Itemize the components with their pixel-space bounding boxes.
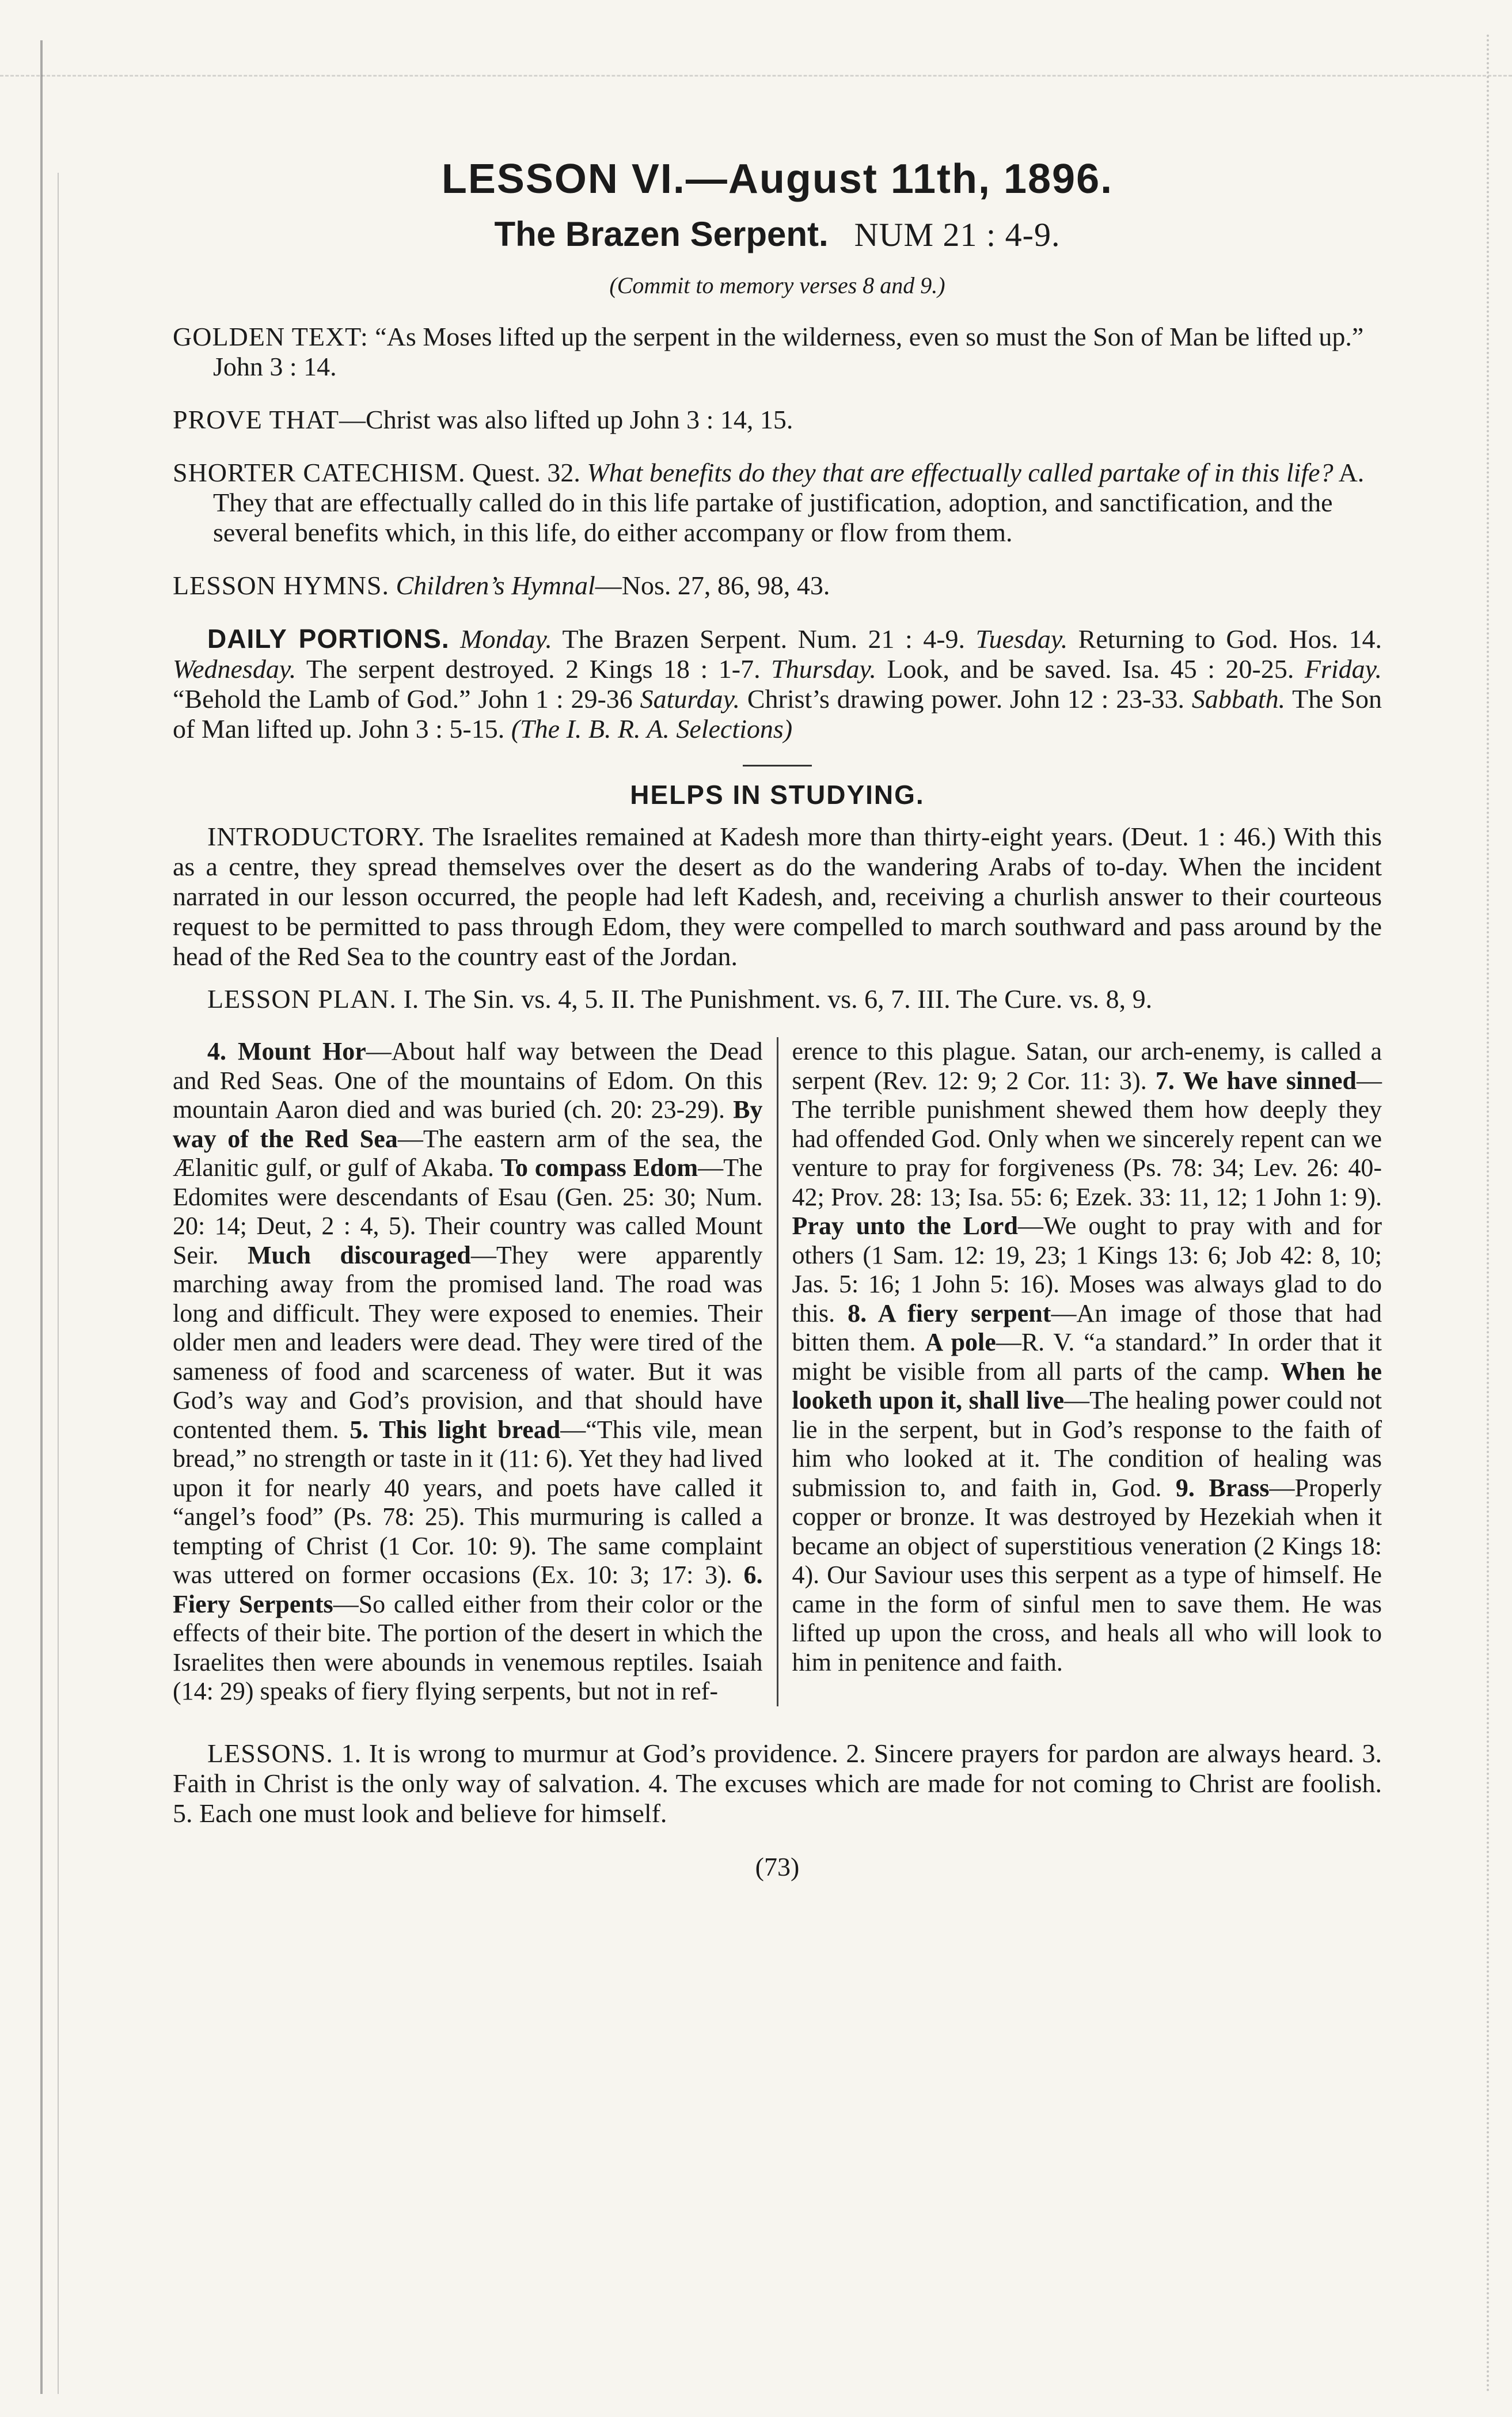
catechism-quest: Quest. 32.: [472, 458, 580, 487]
lesson-name: The Brazen Serpent.: [494, 215, 829, 253]
helps-heading: HELPS IN STUDYING.: [630, 780, 925, 810]
golden-text-body: “As Moses lifted up the serpent in the wilderness, even so must the Son of Man be lifted up.” John 3 : 14.: [213, 322, 1364, 381]
note-heading: By way of the Red Sea: [173, 1095, 763, 1153]
note-heading: Much discouraged: [247, 1240, 471, 1269]
lesson-title: LESSON VI.—August 11th, 1896.: [441, 156, 1114, 202]
prove-that-label: PROVE THAT: [173, 405, 340, 434]
reading-saturday: Christ’s drawing power. John 12 : 23-33.: [747, 684, 1185, 714]
scan-edge-top: [0, 0, 1512, 77]
note-text: —R. V. “a standard.” In order that it might be visible from all parts of the camp.: [792, 1328, 1382, 1386]
note-brass: [792, 1474, 1382, 1676]
notes-left-column: [173, 1037, 778, 1706]
page-number: (73): [755, 1851, 800, 1881]
note-text: —“This vile, mean bread,” no strength or taste in it (11: 6). Yet they had lived upon it for nearly 40 years, and poets have called it “angel’s food” (Ps. 78: 25). This murmuring is called a tempting of Christ (1 Cor. 10: 9). The same complaint was uttered on former occasions (Ex. 10: 3; 17: 3).: [173, 1415, 763, 1589]
scan-edge-left-inner: [58, 173, 59, 2394]
note-heading: 7. We have sinned: [1155, 1066, 1357, 1095]
hymnal-title: Children’s Hymnal: [396, 571, 595, 600]
note-heading: When he looketh upon it, shall live: [792, 1357, 1382, 1414]
reading-monday: The Brazen Serpent. Num. 21 : 4-9.: [562, 624, 966, 654]
note-text: erence to this plague. Satan, our arch-enemy, is called a serpent (Rev. 12: 9; 2 Cor. 11: 3).: [792, 1037, 1382, 1095]
note-text: —An image of those that had bitten them.: [792, 1299, 1382, 1356]
note-text: —So called either from their color or the effects of their bite. The portion of the desert in which the Israelites then were abounds in venemous reptiles. Isaiah (14: 29) speaks of fiery flying serpents, but not in ref-: [173, 1589, 763, 1705]
lesson-plan-body: I. The Sin. vs. 4, 5. II. The Punishment. vs. 6, 7. III. The Cure. vs. 8, 9.: [403, 984, 1153, 1014]
note-text: —The Edomites were descendants of Esau (Gen. 25: 30; Num. 20: 14; Deut, 2 : 4, 5). Their country was called Mount Seir.: [173, 1154, 763, 1269]
prove-that: [173, 405, 1382, 435]
notes-right-column: [778, 1037, 1382, 1706]
lessons-label: LESSONS.: [207, 1738, 333, 1768]
note-heading: 9. Brass: [1175, 1473, 1270, 1502]
memory-note: (Commit to memory verses 8 and 9.): [609, 272, 945, 298]
hymn-numbers: —Nos. 27, 86, 98, 43.: [595, 571, 830, 600]
note-text: —Properly copper or bronze. It was destroyed by Hezekiah when it became an object of superstitious veneration (2 Kings 18: 4). Our Saviour uses this serpent as a type of himself. He came in the form of sinful men to save them. He was lifted up upon the cross, and heals all who will look to him in penitence and faith.: [792, 1473, 1382, 1676]
lesson-plan-label: LESSON PLAN.: [207, 984, 397, 1014]
day-thursday: Thursday.: [771, 654, 876, 684]
daily-portions-label: DAILY PORTIONS.: [207, 624, 450, 654]
day-wednesday: Wednesday.: [173, 654, 297, 684]
note-text: —The healing power could not lie in the serpent, but in God’s response to the faith of him who looked at it. The condition of healing was submission to, and faith in, God.: [792, 1386, 1382, 1502]
note-heading: 5. This light bread: [349, 1415, 561, 1444]
reading-wednesday: The serpent destroyed. 2 Kings 18 : 1-7.: [306, 654, 761, 684]
reading-sabbath: The Son of Man lifted up. John 3 : 5-15.: [173, 684, 1382, 743]
note-heading: Pray unto the Lord: [792, 1212, 1018, 1240]
note-heading: 8. A fiery serpent: [848, 1299, 1051, 1327]
hymns-label: LESSON HYMNS.: [173, 571, 389, 600]
note-text: —They were apparently marching away from the promised land. The road was long and difficult. They were exposed to enemies. Their older men and leaders were dead. They were tired of the sameness of food and scarceness of water. But it was God’s way and God’s provision, and that should have contented them.: [173, 1240, 763, 1444]
reading-tuesday: Returning to God. Hos. 14.: [1078, 624, 1382, 654]
day-monday: Monday.: [460, 624, 552, 654]
note-text: —The eastern arm of the sea, the Ælanitic gulf, or gulf of Akaba.: [173, 1124, 763, 1182]
reading-thursday: Look, and be saved. Isa. 45 : 20-25.: [887, 654, 1294, 684]
lesson-hymns: [173, 571, 1382, 601]
note-discouraged: [173, 1241, 763, 1444]
golden-text-label: GOLDEN TEXT:: [173, 322, 368, 351]
prove-that-body: —Christ was also lifted up John 3 : 14, 15.: [339, 405, 793, 434]
golden-text: [173, 322, 1382, 382]
day-tuesday: Tuesday.: [975, 624, 1068, 654]
lesson-plan: [173, 984, 1382, 1014]
introductory-label: INTRODUCTORY.: [207, 822, 426, 851]
note-heading: 4. Mount Hor: [207, 1037, 366, 1065]
catechism-answer: A. They that are effectually called do in this life partake of justification, adoption, and sanctification, and the several benefits which, in this life, do either accompany or flow from them.: [213, 458, 1365, 547]
catechism-label: SHORTER CATECHISM.: [173, 458, 466, 487]
introductory-body: The Israelites remained at Kadesh more than thirty-eight years. (Deut. 1 : 46.) With this as a centre, they spread themselves over the desert as do the wandering Arabs of to-day. When the incident narrated in our lesson occurred, the people had left Kadesh, and, receiving a churlish answer to their courteous request to be permitted to pass through Edom, they were compelled to march southward and pass around by the head of the Red Sea to the country east of the Jordan.: [173, 822, 1382, 971]
scan-edge-left: [40, 40, 43, 2394]
day-friday: Friday.: [1304, 654, 1382, 684]
catechism-question: What benefits do they that are effectually called partake of in this life?: [587, 458, 1334, 487]
day-saturday: Saturday.: [640, 684, 740, 714]
section-divider: [743, 765, 812, 767]
selections-note: (The I. B. R. A. Selections): [511, 714, 793, 743]
reading-friday: “Behold the Lamb of God.” John 1 : 29-36: [173, 684, 633, 714]
note-heading: To compass Edom: [500, 1154, 698, 1182]
note-mount-hor: [173, 1037, 763, 1124]
note-heading: A pole: [925, 1328, 996, 1356]
lessons: [173, 1739, 1382, 1828]
note-text: —About half way between the Dead and Red Seas. One of the mountains of Edom. On this mountain Aaron died and was buried (ch. 20: 23-29).: [173, 1037, 763, 1124]
day-sabbath: Sabbath.: [1191, 684, 1286, 714]
scan-edge-right: [1487, 35, 1489, 2394]
shorter-catechism: [173, 458, 1382, 548]
note-text: —We ought to pray with and for others (1 Sam. 12: 19, 23; 1 Kings 13: 6; Job 42: 8, 10; Jas. 5: 16; 1 John 5: 16). Moses was always glad to do this.: [792, 1212, 1382, 1327]
notes-columns: [173, 1037, 1382, 1706]
note-heading: 6. Fiery Serpents: [173, 1561, 763, 1618]
note-text: —The terrible punishment shewed them how deeply they had offended God. Only when we sincerely repent can we venture to pray for forgiveness (Ps. 78: 34; Lev. 26: 40-42; Prov. 28: 13; Isa. 55: 6; Ezek. 33: 11, 12; 1 John 1: 9).: [792, 1066, 1382, 1211]
lessons-body: 1. It is wrong to murmur at God’s providence. 2. Sincere prayers for pardon are always heard. 3. Faith in Christ is the only way of salvation. 4. The excuses which are made for not coming to Christ are foolish. 5. Each one must look and believe for himself.: [173, 1738, 1382, 1828]
page-content: [173, 155, 1382, 1882]
introductory: [173, 822, 1382, 972]
scripture-reference: NUM 21 : 4-9.: [854, 216, 1061, 253]
daily-portions: [173, 624, 1382, 744]
lesson-subtitle: [173, 214, 1382, 255]
